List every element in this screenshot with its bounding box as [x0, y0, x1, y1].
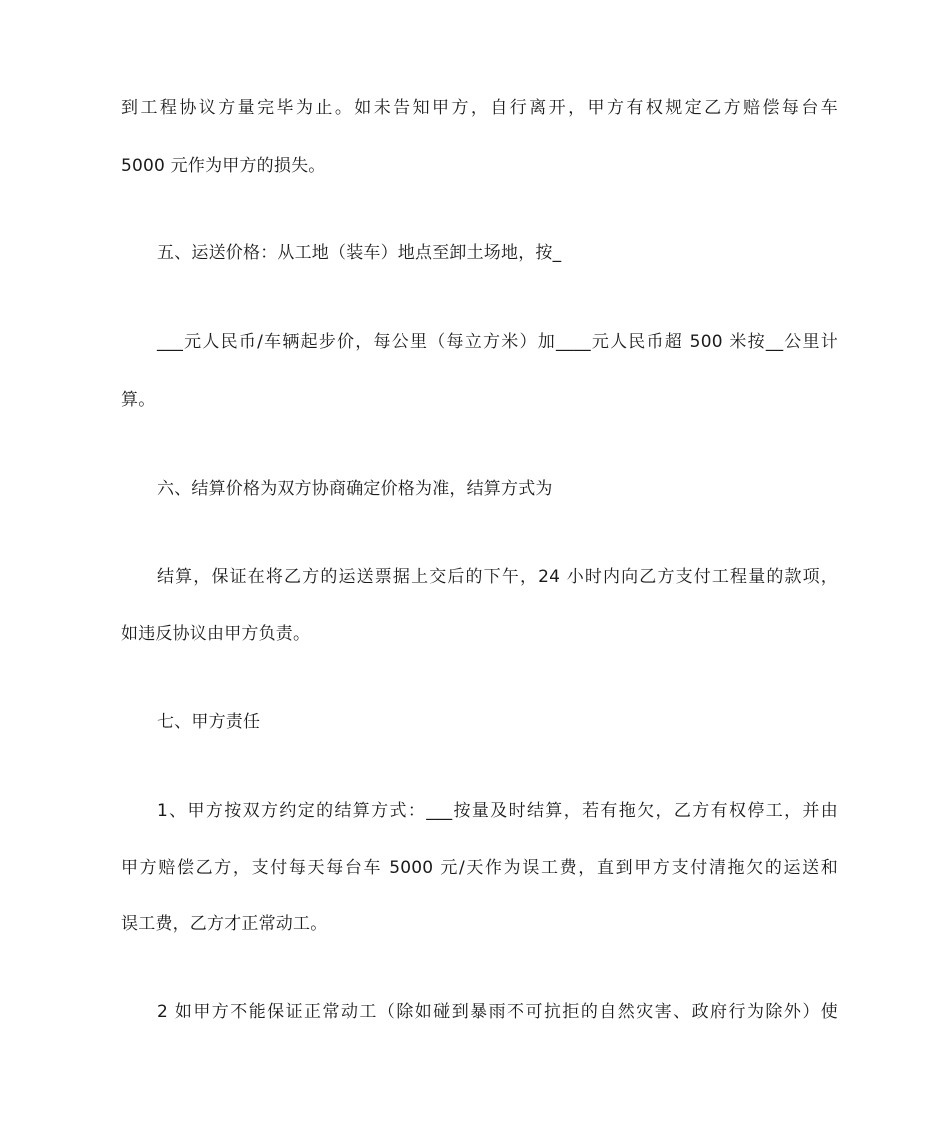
paragraph-line: 1、甲方按双方约定的结算方式：___按量及时结算，若有拖欠，乙方有权停工，并由 — [157, 801, 838, 821]
paragraph-line: ___元人民币/车辆起步价，每公里（每立方米）加____元人民币超 500 米按__公里计 — [157, 332, 838, 352]
paragraph-line: 算。 — [121, 390, 156, 410]
paragraph-line: 到工程协议方量完毕为止。如未告知甲方，自行离开，甲方有权规定乙方赔偿每台车 — [121, 98, 838, 118]
paragraph-line: 2 如甲方不能保证正常动工（除如碰到暴雨不可抗拒的自然灾害、政府行为除外）使 — [157, 1002, 838, 1022]
paragraph-line: 误工费，乙方才正常动工。 — [121, 914, 328, 934]
paragraph-line: 5000 元作为甲方的损失。 — [121, 156, 326, 176]
section-heading-party-a-duties: 七、甲方责任 — [157, 712, 261, 732]
paragraph-line: 如违反协议由甲方负责。 — [121, 624, 311, 644]
paragraph-line: 甲方赔偿乙方，支付每天每台车 5000 元/天作为误工费，直到甲方支付清拖欠的运送和 — [121, 858, 838, 878]
section-heading-price: 五、运送价格：从工地（装车）地点至卸土场地，按_ — [157, 243, 562, 263]
paragraph-line: 结算，保证在将乙方的运送票据上交后的下午，24 小时内向乙方支付工程量的款项， — [157, 567, 838, 587]
section-heading-settlement: 六、结算价格为双方协商确定价格为准，结算方式为 — [157, 479, 553, 499]
